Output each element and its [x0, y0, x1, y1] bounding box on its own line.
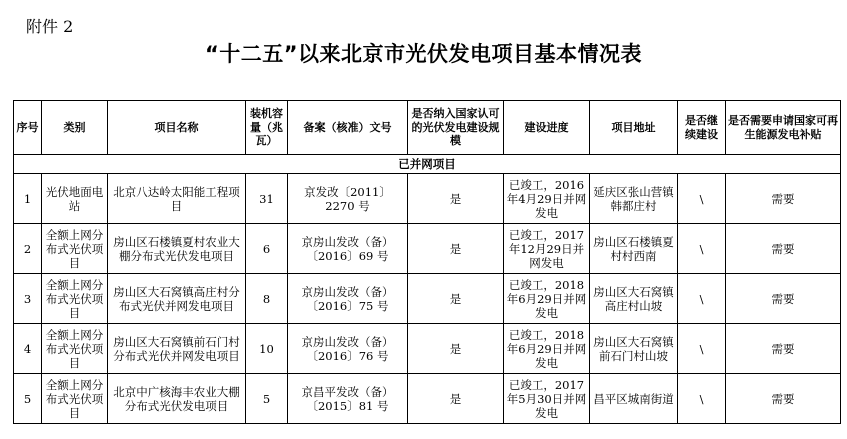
- table-cell: 已竣工，2016年4月29日并网发电: [504, 174, 590, 224]
- table-cell: 已竣工，2017年5月30日并网发电: [504, 374, 590, 424]
- col-header: 项目地址: [590, 101, 678, 155]
- table-cell: 是: [408, 224, 504, 274]
- table-cell: 已竣工，2017年12月29日并网发电: [504, 224, 590, 274]
- table-cell: 全额上网分布式光伏项目: [42, 324, 108, 374]
- table-cell: \: [678, 274, 726, 324]
- table-cell: 5: [246, 374, 288, 424]
- table-cell: 京发改〔2011〕2270 号: [288, 174, 408, 224]
- table-cell: 需要: [726, 374, 841, 424]
- col-header: 是否纳入国家认可的光伏发电建设规模: [408, 101, 504, 155]
- header-row: [14, 101, 841, 155]
- table-cell: 6: [246, 224, 288, 274]
- table-cell: 昌平区城南街道: [590, 374, 678, 424]
- col-header: 序号: [14, 101, 42, 155]
- table-cell: 10: [246, 324, 288, 374]
- table-cell: 房山区大石窝镇前石门村山坡: [590, 324, 678, 374]
- table-cell: 需要: [726, 174, 841, 224]
- table-cell: 北京中广核海丰农业大棚分布式光伏发电项目: [108, 374, 246, 424]
- table-row: [14, 224, 841, 274]
- table-cell: 2: [14, 224, 42, 274]
- table-cell: 全额上网分布式光伏项目: [42, 374, 108, 424]
- table-cell: 延庆区张山营镇韩都庄村: [590, 174, 678, 224]
- table-cell: \: [678, 374, 726, 424]
- table-cell: 5: [14, 374, 42, 424]
- table-cell: 8: [246, 274, 288, 324]
- table-cell: 已竣工，2018年6月29日并网发电: [504, 274, 590, 324]
- table-cell: 需要: [726, 324, 841, 374]
- col-header: 是否继续建设: [678, 101, 726, 155]
- table-row: [14, 174, 841, 224]
- col-header: 项目名称: [108, 101, 246, 155]
- table-cell: 需要: [726, 274, 841, 324]
- projects-table: [13, 100, 841, 424]
- page-title: “十二五”以来北京市光伏发电项目基本情况表: [204, 42, 643, 66]
- col-header: 备案（核准）文号: [288, 101, 408, 155]
- table-cell: 3: [14, 274, 42, 324]
- table-row: [14, 324, 841, 374]
- table-cell: \: [678, 174, 726, 224]
- table-cell: 需要: [726, 224, 841, 274]
- table-cell: 房山区大石窝镇高庄村山坡: [590, 274, 678, 324]
- table-cell: 是: [408, 174, 504, 224]
- table-cell: 已竣工，2018年6月29日并网发电: [504, 324, 590, 374]
- table-cell: 是: [408, 274, 504, 324]
- table-row: [14, 274, 841, 324]
- table-cell: 京房山发改（备）〔2016〕76 号: [288, 324, 408, 374]
- group-row: [14, 155, 841, 174]
- table-cell: 光伏地面电站: [42, 174, 108, 224]
- table-cell: \: [678, 224, 726, 274]
- table-cell: 31: [246, 174, 288, 224]
- table-cell: 京房山发改（备）〔2016〕69 号: [288, 224, 408, 274]
- table-row: [14, 374, 841, 424]
- table-cell: 京昌平发改（备）〔2015〕81 号: [288, 374, 408, 424]
- col-header: 是否需要申请国家可再生能源发电补贴: [726, 101, 841, 155]
- table-cell: 全额上网分布式光伏项目: [42, 274, 108, 324]
- table-cell: 房山区大石窝镇前石门村分布式光伏并网发电项目: [108, 324, 246, 374]
- table-cell: 1: [14, 174, 42, 224]
- table-cell: 全额上网分布式光伏项目: [42, 224, 108, 274]
- col-header: 类别: [42, 101, 108, 155]
- attachment-label: 附件 2: [26, 17, 74, 36]
- table-cell: 京房山发改（备）〔2016〕75 号: [288, 274, 408, 324]
- table-cell: 房山区石楼镇夏村农业大棚分布式光伏发电项目: [108, 224, 246, 274]
- table-cell: 房山区大石窝镇高庄村分布式光伏并网发电项目: [108, 274, 246, 324]
- col-header: 建设进度: [504, 101, 590, 155]
- table-cell: 是: [408, 324, 504, 374]
- table-cell: 4: [14, 324, 42, 374]
- table-cell: 北京八达岭太阳能工程项目: [108, 174, 246, 224]
- col-header: 装机容量（兆瓦）: [246, 101, 288, 155]
- table-cell: 房山区石楼镇夏村村西南: [590, 224, 678, 274]
- table-cell: 是: [408, 374, 504, 424]
- table-cell: \: [678, 324, 726, 374]
- group-label: 已并网项目: [14, 155, 841, 174]
